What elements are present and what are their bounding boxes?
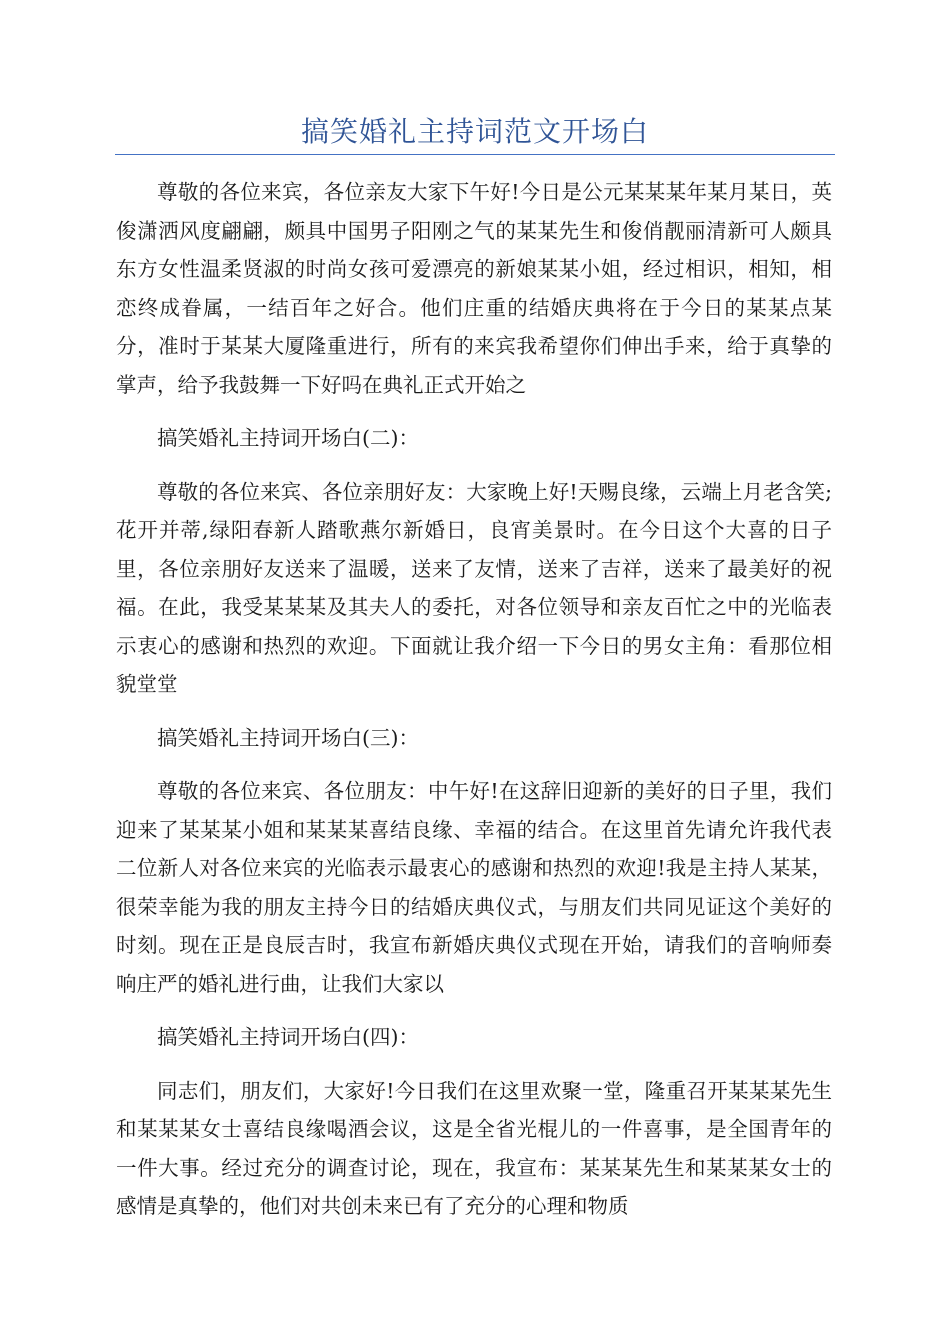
paragraph-three: 尊敬的各位来宾、各位朋友：中午好!在这辞旧迎新的美好的日子里，我们迎来了某某某小姐和某某某喜结良缘、幸福的结合。在这里首先请允许我代表二位新人对各位来宾的光临表示最衷心的感谢和热烈的欢迎!我是主持人某某，很荣幸能为我的朋友主持今日的结婚庆典仪式，与朋友们共同见证这个美好的时刻。现在正是良辰吉时，我宣布新婚庆典仪式现在开始，请我们的音响师奏响庄严的婚礼进行曲，让我们大家以 bbox=[116, 779, 832, 996]
paragraph-four: 同志们，朋友们，大家好!今日我们在这里欢聚一堂，隆重召开某某某先生和某某某女士喜结良缘喝酒会议，这是全省光棍儿的一件喜事，是全国青年的一件大事。经过充分的调查讨论，现在，我宣布：某某某先生和某某某女士的感情是真挚的，他们对共创未来已有了充分的心理和物质 bbox=[116, 1078, 832, 1218]
document-body bbox=[116, 173, 832, 1241]
paragraph-opening: 尊敬的各位来宾，各位亲友大家下午好!今日是公元某某某年某月某日，英俊潇洒风度翩翩，颇具中国男子阳刚之气的某某先生和俊俏靓丽清新可人颇具东方女性温柔贤淑的时尚女孩可爱漂亮的新娘某某小姐，经过相识，相知，相恋终成眷属，一结百年之好合。他们庄重的结婚庆典将在于今日的某某点某分，准时于某某大厦隆重进行，所有的来宾我希望你们伸出手来，给于真挚的掌声，给予我鼓舞一下好吗在典礼正式开始之 bbox=[116, 180, 832, 397]
paragraph-two: 尊敬的各位来宾、各位亲朋好友：大家晚上好!天赐良缘，云端上月老含笑;花开并蒂,绿阳春新人踏歌燕尔新婚日，良宵美景时。在今日这个大喜的日子里，各位亲朋好友送来了温暖，送来了友情，送来了吉祥，送来了最美好的祝福。在此，我受某某某及其夫人的委托，对各位领导和亲友百忙之中的光临表示衷心的感谢和热烈的欢迎。下面就让我介绍一下今日的男女主角：看那位相貌堂堂 bbox=[116, 479, 832, 696]
document-title: 搞笑婚礼主持词范文开场白 bbox=[300, 115, 649, 148]
title-underline bbox=[115, 154, 835, 155]
subheading-four: 搞笑婚礼主持词开场白(四)： bbox=[157, 1025, 419, 1049]
subheading-two: 搞笑婚礼主持词开场白(二)： bbox=[157, 426, 419, 450]
subheading-three: 搞笑婚礼主持词开场白(三)： bbox=[157, 725, 419, 750]
